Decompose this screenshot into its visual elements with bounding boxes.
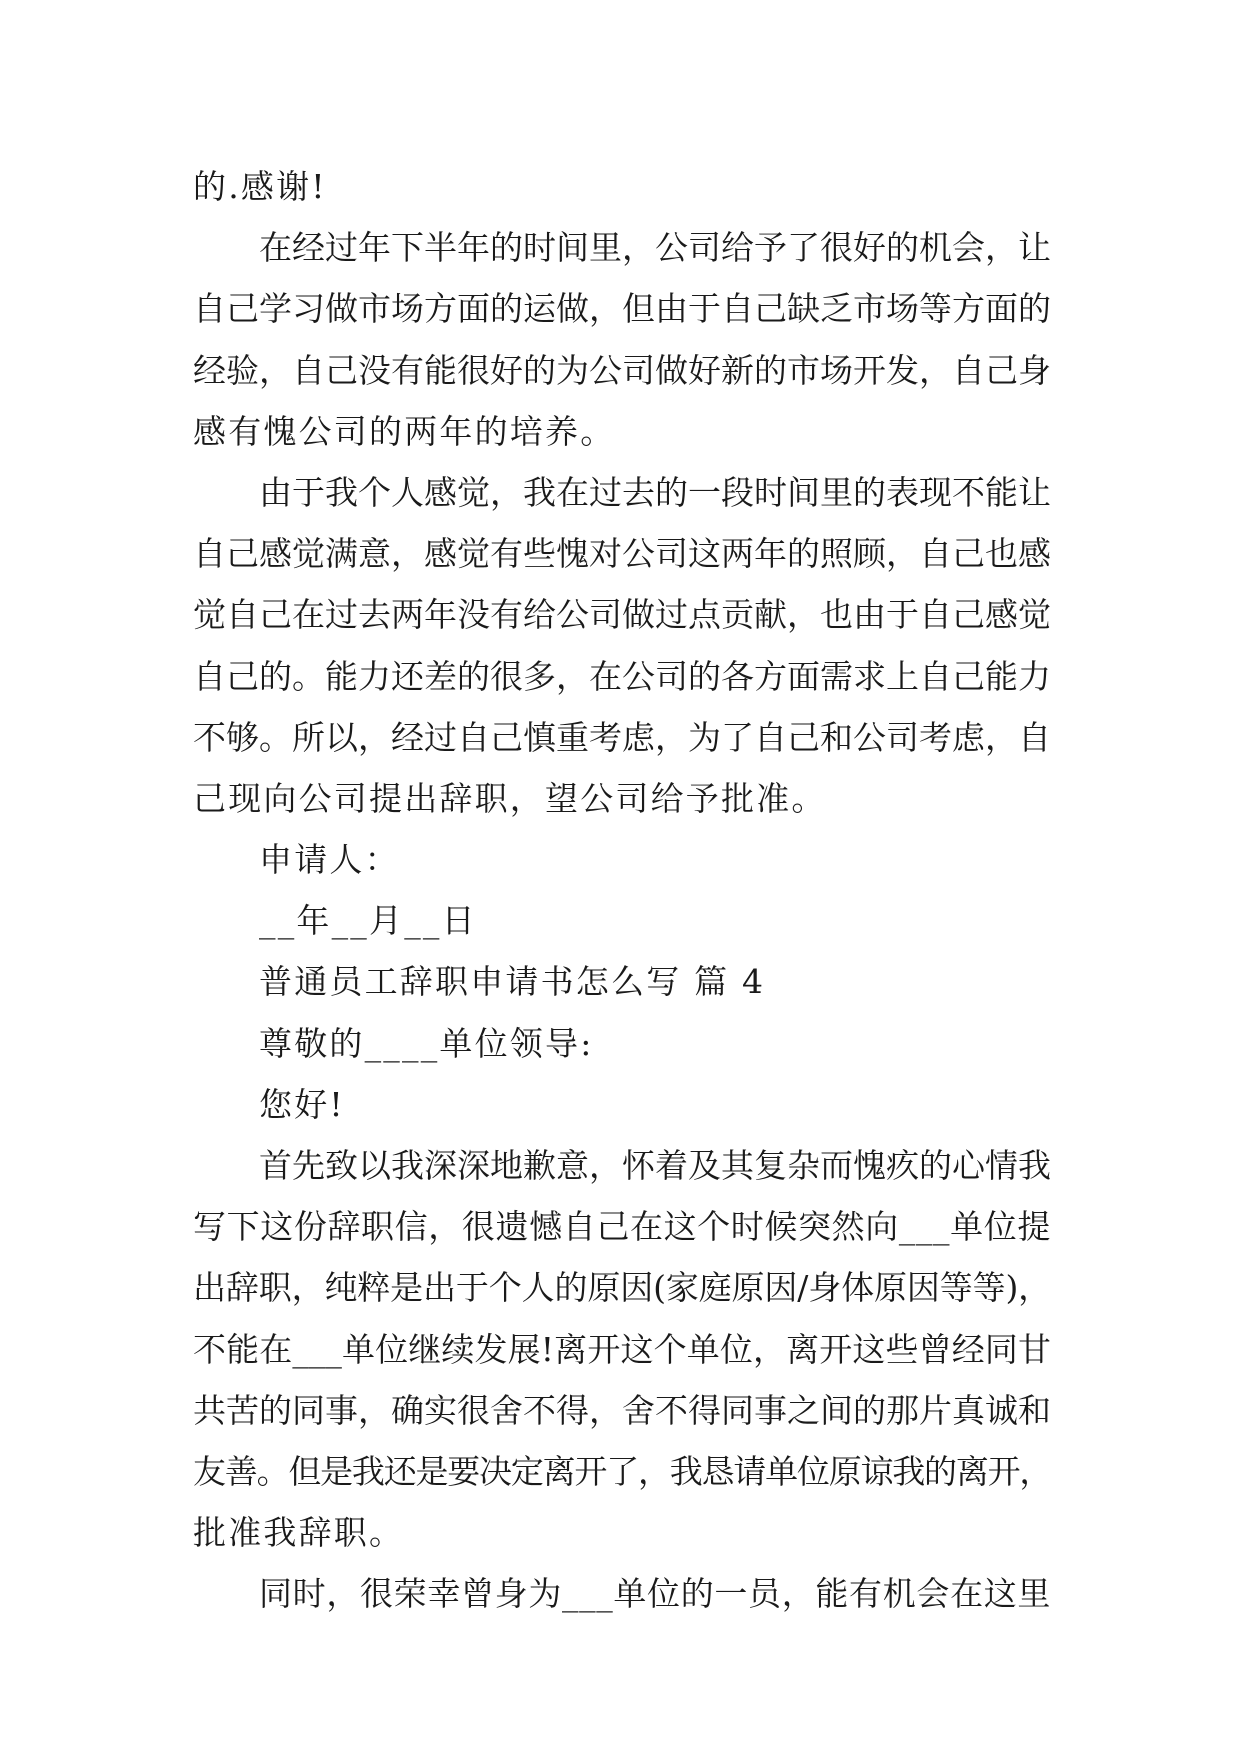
text-line: 同时，很荣幸曾身为___单位的一员，能有机会在这里 [259, 1574, 1051, 1614]
text-line: 首先致以我深深地歉意，怀着及其复杂而愧疚的心情我 [259, 1146, 1051, 1185]
date-line: __年__月__日 [259, 901, 477, 941]
text-line: 共苦的同事，确实很舍不得，舍不得同事之间的那片真诚和 [193, 1390, 1051, 1430]
text-line: 由于我个人感觉，我在过去的一段时间里的表现不能让 [259, 472, 1051, 512]
applicant-label: 申请人： [259, 840, 400, 880]
text-line: 不够。所以，经过自己慎重考虑，为了自己和公司考虑，自 [193, 717, 1051, 757]
text-line: 出辞职，纯粹是出于个人的原因(家庭原因/身体原因等等)， [193, 1268, 1051, 1308]
text-line: 自己学习做市场方面的运做，但由于自己缺乏市场等方面的 [193, 289, 1051, 329]
text-line: 觉自己在过去两年没有给公司做过点贡献，也由于自己感觉 [193, 595, 1051, 635]
text-line: 在经过年下半年的时间里，公司给予了很好的机会，让 [259, 228, 1051, 268]
text-line: 不能在___单位继续发展!离开这个单位，离开这些曾经同甘 [193, 1329, 1051, 1369]
text-line: 己现向公司提出辞职，望公司给予批准。 [193, 778, 827, 818]
text-line: 写下这份辞职信，很遗憾自己在这个时候突然向___单位提 [193, 1207, 1051, 1247]
section-heading: 普通员工辞职申请书怎么写 篇 4 [259, 962, 766, 1002]
salutation: 尊敬的____单位领导: [259, 1023, 594, 1063]
greeting: 您好! [259, 1084, 345, 1124]
document-page [193, 156, 1051, 1625]
text-line: 的.感谢! [193, 167, 327, 206]
text-line: 经验，自己没有能很好的为公司做好新的市场开发，自己身 [193, 350, 1051, 390]
text-line: 自己感觉满意，感觉有些愧对公司这两年的照顾，自己也感 [193, 534, 1051, 574]
text-line: 感有愧公司的两年的培养。 [193, 411, 616, 451]
text-line: 自己的。能力还差的很多，在公司的各方面需求上自己能力 [193, 656, 1051, 696]
text-line: 友善。但是我还是要决定离开了，我恳请单位原谅我的离开， [193, 1451, 1051, 1491]
text-line: 批准我辞职。 [193, 1513, 405, 1553]
